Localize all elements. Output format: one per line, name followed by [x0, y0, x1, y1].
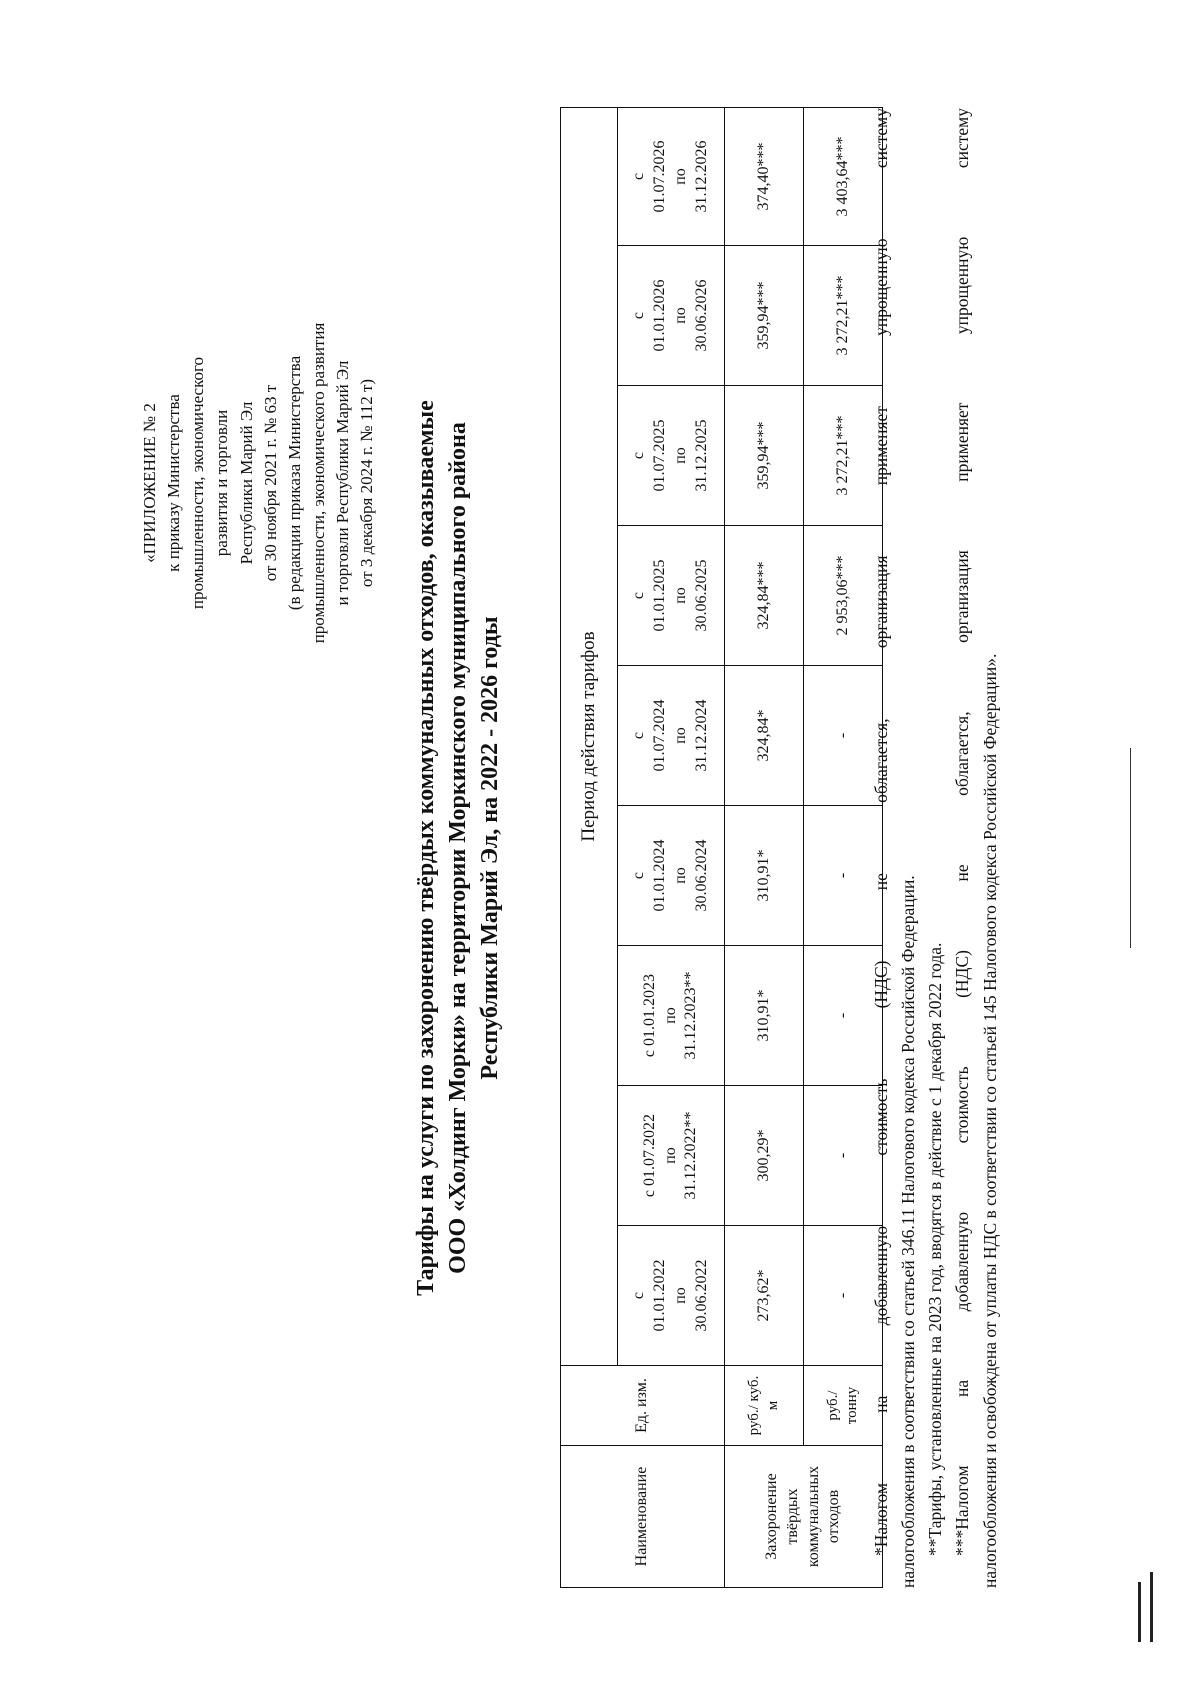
- value-cell: 374,40***: [725, 107, 804, 245]
- period-cell: с 01.07.2022 по 31.12.2022**: [618, 1086, 725, 1226]
- period-cell: с 01.01.2024 по 30.06.2024: [618, 806, 725, 946]
- appendix-line: и торговли Республики Марий Эл: [333, 360, 352, 606]
- value-cell: 273,62*: [725, 1226, 804, 1366]
- footnote-1-line-2: налогообложения в соответствии со статьей 346.11 Налогового кодекса Российской Федерации.: [898, 875, 919, 1588]
- end-rule: [1130, 748, 1131, 948]
- title-line: Республики Марий Эл, на 2022 - 2026 годы: [477, 616, 504, 1080]
- footnotes: [868, 108, 1004, 1588]
- value-cell: -: [804, 946, 883, 1086]
- period-cell: с 01.01.2022 по 30.06.2022: [618, 1226, 725, 1366]
- appendix-line: к приказу Министерства: [164, 394, 184, 572]
- unit-cell: руб./ куб. м: [725, 1366, 804, 1446]
- value-cell: 2 953,06***: [804, 526, 883, 666]
- appendix-header: [138, 203, 379, 763]
- value-cell: 310,91*: [725, 806, 804, 946]
- value-cell: 324,84***: [725, 526, 804, 666]
- appendix-line: от 30 ноября 2021 г. № 63 т: [260, 384, 280, 582]
- table-period-row: [618, 107, 725, 1587]
- title-line: ООО «Холдинг Морки» на территории Моркинского муниципального района: [445, 422, 472, 1274]
- appendix-line: «ПРИЛОЖЕНИЕ № 2: [140, 403, 159, 563]
- appendix-line: промышленности, экономического развития: [308, 322, 328, 644]
- value-cell: 359,94***: [725, 246, 804, 386]
- period-cell: с 01.07.2025 по 31.12.2025: [618, 386, 725, 526]
- document-title: [410, 188, 506, 1508]
- value-cell: 310,91*: [725, 946, 804, 1086]
- period-cell: с 01.01.2026 по 30.06.2026: [618, 246, 725, 386]
- unit-cell: руб./ тонну: [804, 1366, 883, 1446]
- tariff-table: [560, 107, 883, 1588]
- header-period: Период действия тарифов: [561, 107, 618, 1365]
- value-cell: 3 272,21***: [804, 246, 883, 386]
- footnote-3-line-1: ***Налогом на добавленную стоимость (НДС) не облагается, организация применяет упрощенную систему: [952, 108, 973, 1556]
- table-row: [725, 107, 804, 1587]
- table-header-row: [561, 107, 618, 1587]
- value-cell: 359,94***: [725, 386, 804, 526]
- footnote-3-line-2: налогообложения и освобождена от уплаты НДС в соответствии со статьей 145 Налогового кодекса Российской Федерации».: [979, 653, 1000, 1588]
- appendix-line: промышленности, экономического: [188, 356, 208, 610]
- header-unit: Ед. изм.: [561, 1366, 725, 1446]
- period-cell: с 01.01.2025 по 30.06.2025: [618, 526, 725, 666]
- value-cell: -: [804, 1226, 883, 1366]
- appendix-line: Республики Марий Эл: [236, 401, 256, 565]
- value-cell: 324,84*: [725, 666, 804, 806]
- title-line: Тарифы на услуги по захоронению твёрдых коммунальных отходов, оказываемые: [413, 400, 439, 1296]
- footnote-2: **Тарифы, установленные на 2023 год, вводятся в действие с 1 декабря 2022 года.: [925, 942, 946, 1556]
- value-cell: -: [804, 666, 883, 806]
- value-cell: 3 403,64***: [804, 107, 883, 245]
- appendix-line: от 3 декабря 2024 г. № 112 т): [357, 378, 377, 588]
- appendix-line: (в редакции приказа Министерства: [284, 355, 304, 611]
- period-cell: с 01.07.2026 по 31.12.2026: [618, 107, 725, 245]
- value-cell: -: [804, 1086, 883, 1226]
- value-cell: 300,29*: [725, 1086, 804, 1226]
- document-page: [20, 48, 1180, 1648]
- scan-mark: [1150, 1572, 1153, 1642]
- value-cell: 3 272,21***: [804, 386, 883, 526]
- value-cell: -: [804, 806, 883, 946]
- scan-mark: [1138, 1582, 1141, 1642]
- header-name: Наименование: [561, 1446, 725, 1588]
- footnote-1-line-1: *Налогом на добавленную стоимость (НДС) не облагается, организация применяет упрощенную систему: [871, 108, 891, 1556]
- period-cell: с 01.07.2024 по 31.12.2024: [618, 666, 725, 806]
- service-name-cell: Захоронение твёрдых коммунальных отходов: [725, 1446, 883, 1588]
- period-cell: с 01.01.2023 по 31.12.2023**: [618, 946, 725, 1086]
- appendix-line: развития и торговли: [212, 409, 232, 557]
